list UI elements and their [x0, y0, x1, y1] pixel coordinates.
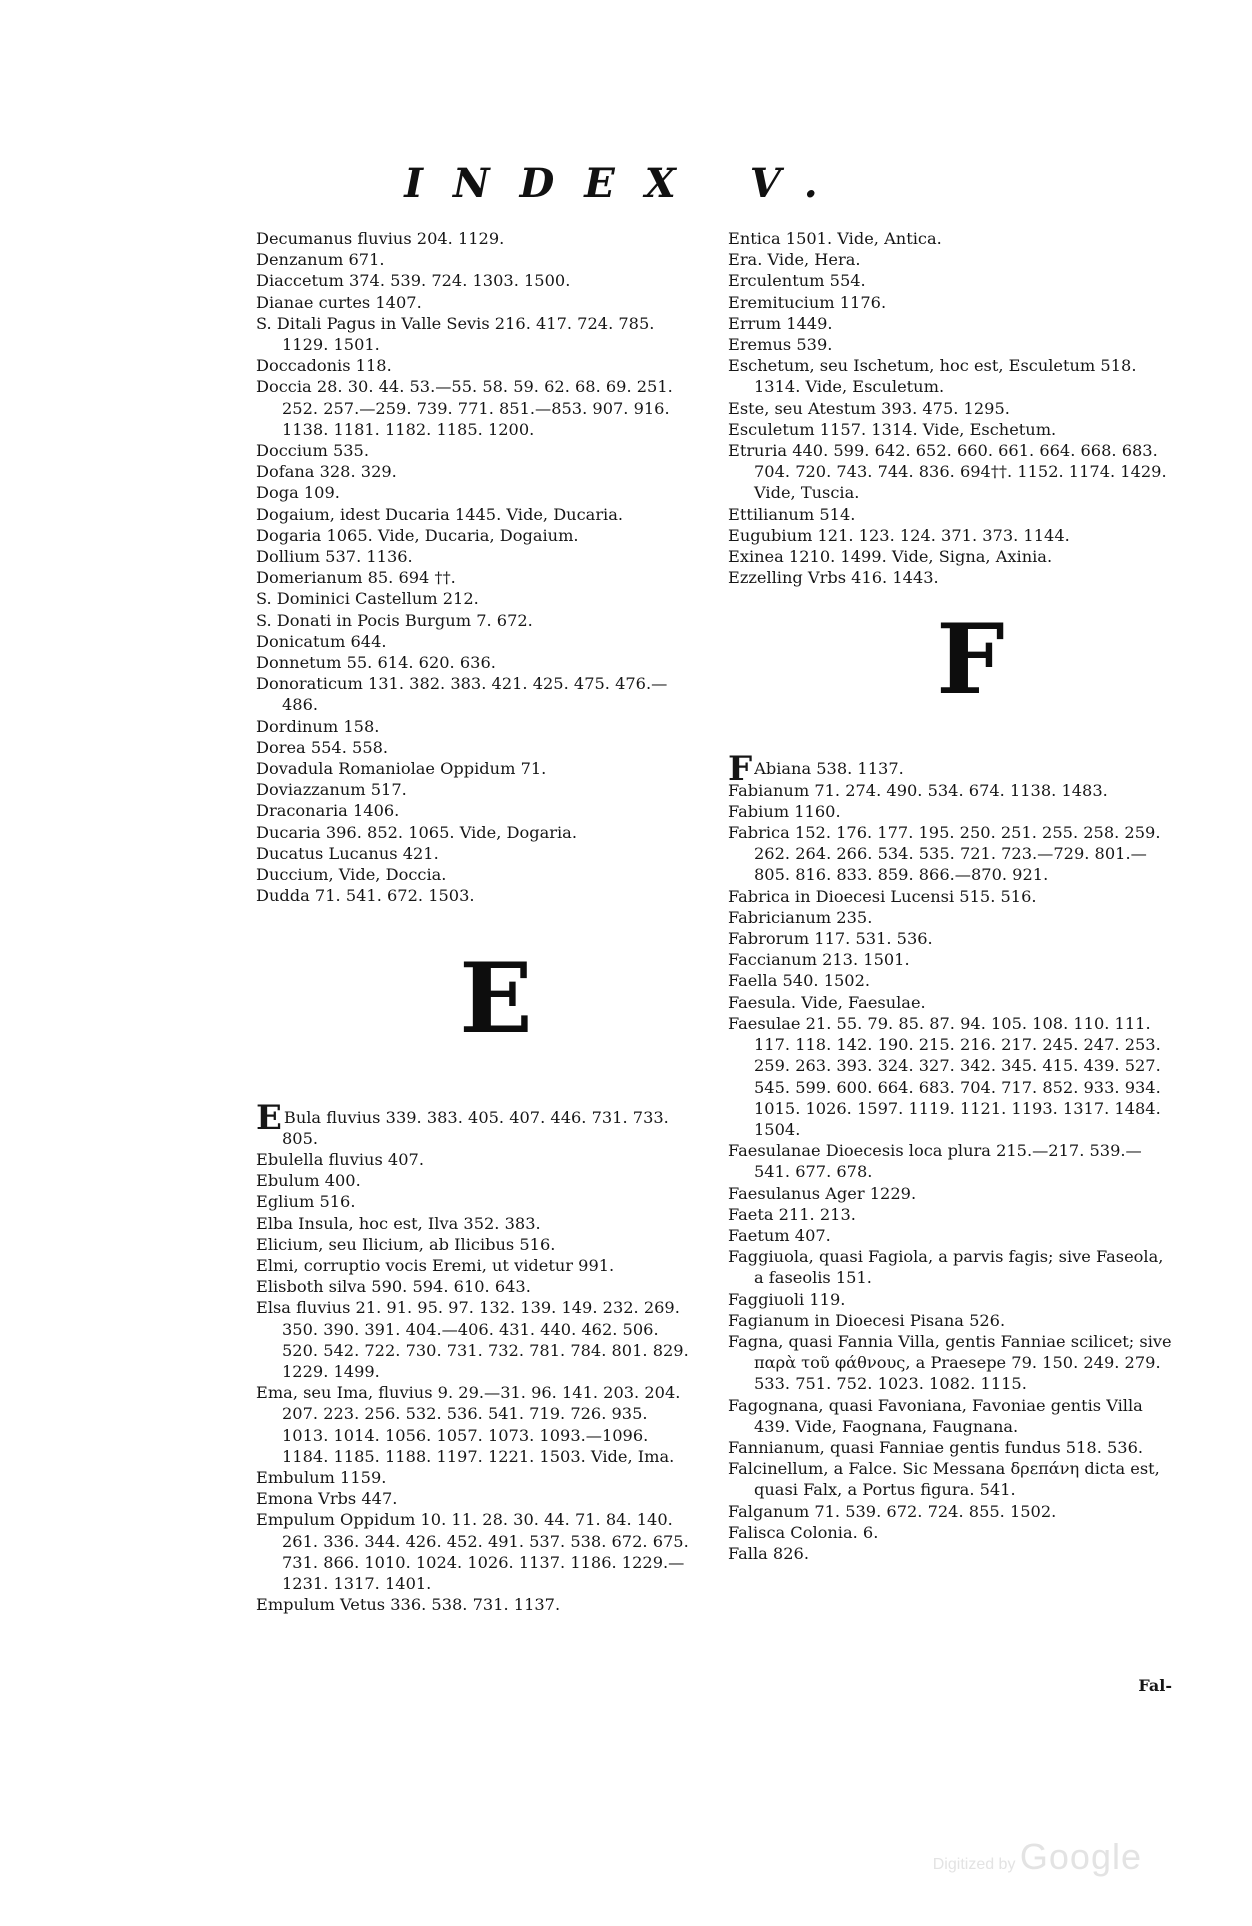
e-entries-continued-list	[728, 228, 1173, 588]
index-entry: Ebulum 400.	[256, 1171, 361, 1191]
index-entry: Dudda 71. 541. 672. 1503.	[256, 886, 475, 906]
index-entry: Ettilianum 514.	[728, 504, 856, 524]
index-entry: S. Donati in Pocis Burgum 7. 672.	[256, 610, 533, 630]
index-entry: Exinea 1210. 1499. Vide, Signa, Axinia.	[728, 547, 1053, 567]
index-entry: Etruria 440. 599. 642. 652. 660. 661. 664. 668. 683. 704. 720. 743. 744. 836. 694††. 1152. 1174. 1429. Vide, Tuscia.	[728, 441, 1167, 503]
index-entry: Elmi, corruptio vocis Eremi, ut videtur 991.	[256, 1255, 615, 1275]
index-entry: Eremus 539.	[728, 335, 833, 355]
index-entry: Faesulanae Dioecesis loca plura 215.—217. 539.—541. 677. 678.	[728, 1141, 1142, 1182]
index-entry: Eschetum, seu Ischetum, hoc est, Esculetum 518. 1314. Vide, Esculetum.	[728, 356, 1137, 397]
index-entry: Donnetum 55. 614. 620. 636.	[256, 653, 496, 673]
index-entry: Faggiuola, quasi Fagiola, a parvis fagis; sive Faseola, a faseolis 151.	[728, 1247, 1164, 1288]
section-heading-e: E	[459, 941, 533, 1055]
index-entry: S. Dominici Castellum 212.	[256, 589, 479, 609]
index-entry: Doccia 28. 30. 44. 53.—55. 58. 59. 62. 68. 69. 251. 252. 257.—259. 739. 771. 851.—853. 907. 916. 1138. 1181. 1182. 1185. 1200.	[256, 377, 673, 439]
index-entry: Dofana 328. 329.	[256, 462, 397, 482]
index-entry: Faetum 407.	[728, 1225, 831, 1245]
index-entry: Faeta 211. 213.	[728, 1204, 856, 1224]
index-entry: Fabianum 71. 274. 490. 534. 674. 1138. 1483.	[728, 780, 1108, 800]
e-entries-list	[256, 1149, 696, 1615]
index-entry: Embulum 1159.	[256, 1467, 387, 1487]
index-entry: Dianae curtes 1407.	[256, 292, 422, 312]
index-entry: Empulum Oppidum 10. 11. 28. 30. 44. 71. 84. 140. 261. 336. 344. 426. 452. 491. 537. 538. 672. 675. 731. 866. 1010. 1024. 1026. 1137. 1186. 1229.—1231. 1317. 1401.	[256, 1510, 689, 1593]
index-entry: Faesula. Vide, Faesulae.	[728, 992, 926, 1012]
e-first-entry-text: Bula fluvius 339. 383. 405. 407. 446. 731. 733. 805.	[282, 1107, 669, 1148]
index-entry: Draconaria 1406.	[256, 801, 400, 821]
index-entry: Esculetum 1157. 1314. Vide, Eschetum.	[728, 419, 1057, 439]
index-entry: Ema, seu Ima, fluvius 9. 29.—31. 96. 141. 203. 204. 207. 223. 256. 532. 536. 541. 719. 726. 935. 1013. 1014. 1056. 1057. 1073. 1093.—1096. 1184. 1185. 1188. 1197. 1221. 1503. Vide, Ima.	[256, 1383, 681, 1466]
index-entry: Dogaium, idest Ducaria 1445. Vide, Ducaria.	[256, 504, 624, 524]
index-entry: Elba Insula, hoc est, Ilva 352. 383.	[256, 1213, 541, 1233]
index-entry: Doccium 535.	[256, 441, 369, 461]
catchword: Fal-	[1138, 1676, 1172, 1695]
digitized-watermark	[933, 1836, 1142, 1878]
index-entry: Eglium 516.	[256, 1192, 356, 1212]
index-entry: Fabrica 152. 176. 177. 195. 250. 251. 255. 258. 259. 262. 264. 266. 534. 535. 721. 723.—729. 801.—805. 816. 833. 859. 866.—870. 921.	[728, 823, 1161, 885]
index-entry: Fabium 1160.	[728, 801, 841, 821]
index-entry: Fagianum in Dioecesi Pisana 526.	[728, 1310, 1006, 1330]
f-first-entry-text: Abiana 538. 1137.	[754, 759, 904, 779]
index-entry: Dorea 554. 558.	[256, 737, 389, 757]
index-entry: Falisca Colonia. 6.	[728, 1522, 879, 1542]
drop-initial-f: F	[728, 749, 753, 790]
index-entry: Dollium 537. 1136.	[256, 547, 413, 567]
d-entries-list	[256, 228, 696, 907]
index-entry: Donoraticum 131. 382. 383. 421. 425. 475. 476.—486.	[256, 674, 668, 715]
index-entry: Falcinellum, a Falce. Sic Messana δρεπάνη dicta est, quasi Falx, a Portus figura. 541.	[728, 1459, 1160, 1500]
e-first-entry	[256, 1097, 696, 1149]
page-title: INDEX V.	[404, 160, 848, 207]
index-entry: Dovadula Romaniolae Oppidum 71.	[256, 759, 547, 779]
index-entry: Duccium, Vide, Doccia.	[256, 865, 447, 885]
index-entry: Decumanus fluvius 204. 1129.	[256, 229, 505, 248]
index-entry: Elsa fluvius 21. 91. 95. 97. 132. 139. 149. 232. 269. 350. 390. 391. 404.—406. 431. 440. 462. 506. 520. 542. 722. 730. 731. 732. 781. 784. 801. 829. 1229. 1499.	[256, 1298, 689, 1381]
index-entry: Eremitucium 1176.	[728, 292, 887, 312]
index-entry: Emona Vrbs 447.	[256, 1489, 398, 1509]
index-entry: Dogaria 1065. Vide, Ducaria, Dogaium.	[256, 525, 579, 545]
index-entry: Fabrorum 117. 531. 536.	[728, 929, 933, 949]
index-entry: Denzanum 671.	[256, 250, 385, 270]
index-entry: Errum 1449.	[728, 313, 833, 333]
index-entry: Fagna, quasi Fannia Villa, gentis Fanniae scilicet; sive παρὰ τοῦ φάθνους, a Praesepe 79. 150. 249. 279. 533. 751. 752. 1023. 1082. 1115.	[728, 1331, 1172, 1394]
index-entry: Ebulella fluvius 407.	[256, 1149, 424, 1169]
watermark-prefix: Digitized by	[932, 1856, 1016, 1873]
drop-initial-e: E	[256, 1097, 282, 1138]
index-entry: Doccadonis 118.	[256, 356, 392, 376]
section-heading-f: F	[936, 603, 1005, 717]
index-entry: Fagognana, quasi Favoniana, Favoniae gentis Villa 439. Vide, Faognana, Faugnana.	[728, 1395, 1143, 1436]
index-entry: Ducaria 396. 852. 1065. Vide, Dogaria.	[256, 822, 577, 842]
index-entry: Domerianum 85. 694 ††.	[256, 568, 456, 588]
index-entry: Donicatum 644.	[256, 631, 387, 651]
index-entry: Era. Vide, Hera.	[728, 250, 861, 270]
index-entry: Elicium, seu Ilicium, ab Ilicibus 516.	[256, 1234, 556, 1254]
index-entry: Entica 1501. Vide, Antica.	[728, 229, 942, 248]
index-entry: Ezzelling Vrbs 416. 1443.	[728, 568, 939, 588]
right-column	[728, 228, 1173, 1564]
index-entry: S. Ditali Pagus in Valle Sevis 216. 417. 724. 785. 1129. 1501.	[256, 313, 655, 355]
index-entry: Falganum 71. 539. 672. 724. 855. 1502.	[728, 1501, 1057, 1521]
index-entry: Dordinum 158.	[256, 716, 380, 736]
index-entry: Faesulae 21. 55. 79. 85. 87. 94. 105. 108. 110. 111. 117. 118. 142. 190. 215. 216. 217. 245. 247. 253. 259. 263. 393. 324. 327. 342. 345. 415. 439. 527. 545. 599. 600. 664. 683. 704. 717. 852. 933. 934. 1015. 1026. 1597. 1119. 1121. 1193. 1317. 1484. 1504.	[728, 1013, 1161, 1139]
watermark-brand: Google	[1019, 1836, 1142, 1877]
index-entry: Ducatus Lucanus 421.	[256, 843, 439, 863]
index-entry: Este, seu Atestum 393. 475. 1295.	[728, 398, 1010, 418]
index-entry: Doga 109.	[256, 483, 340, 503]
index-entry: Faccianum 213. 1501.	[728, 950, 910, 970]
index-entry: Faella 540. 1502.	[728, 971, 871, 991]
index-entry: Elisboth silva 590. 594. 610. 643.	[256, 1277, 531, 1297]
index-entry: Falla 826.	[728, 1543, 809, 1563]
index-entry: Fannianum, quasi Fanniae gentis fundus 518. 536.	[728, 1437, 1144, 1457]
index-entry: Erculentum 554.	[728, 271, 866, 291]
index-entry: Eugubium 121. 123. 124. 371. 373. 1144.	[728, 525, 1070, 545]
index-entry: Empulum Vetus 336. 538. 731. 1137.	[256, 1595, 561, 1615]
index-entry: Fabricianum 235.	[728, 907, 873, 927]
index-entry: Faesulanus Ager 1229.	[728, 1183, 917, 1203]
index-entry: Doviazzanum 517.	[256, 780, 407, 800]
left-column	[256, 228, 696, 1615]
index-entry: Diaccetum 374. 539. 724. 1303. 1500.	[256, 271, 571, 291]
index-entry: Fabrica in Dioecesi Lucensi 515. 516.	[728, 886, 1037, 906]
f-entries-list	[728, 780, 1173, 1565]
index-entry: Faggiuoli 119.	[728, 1289, 846, 1309]
